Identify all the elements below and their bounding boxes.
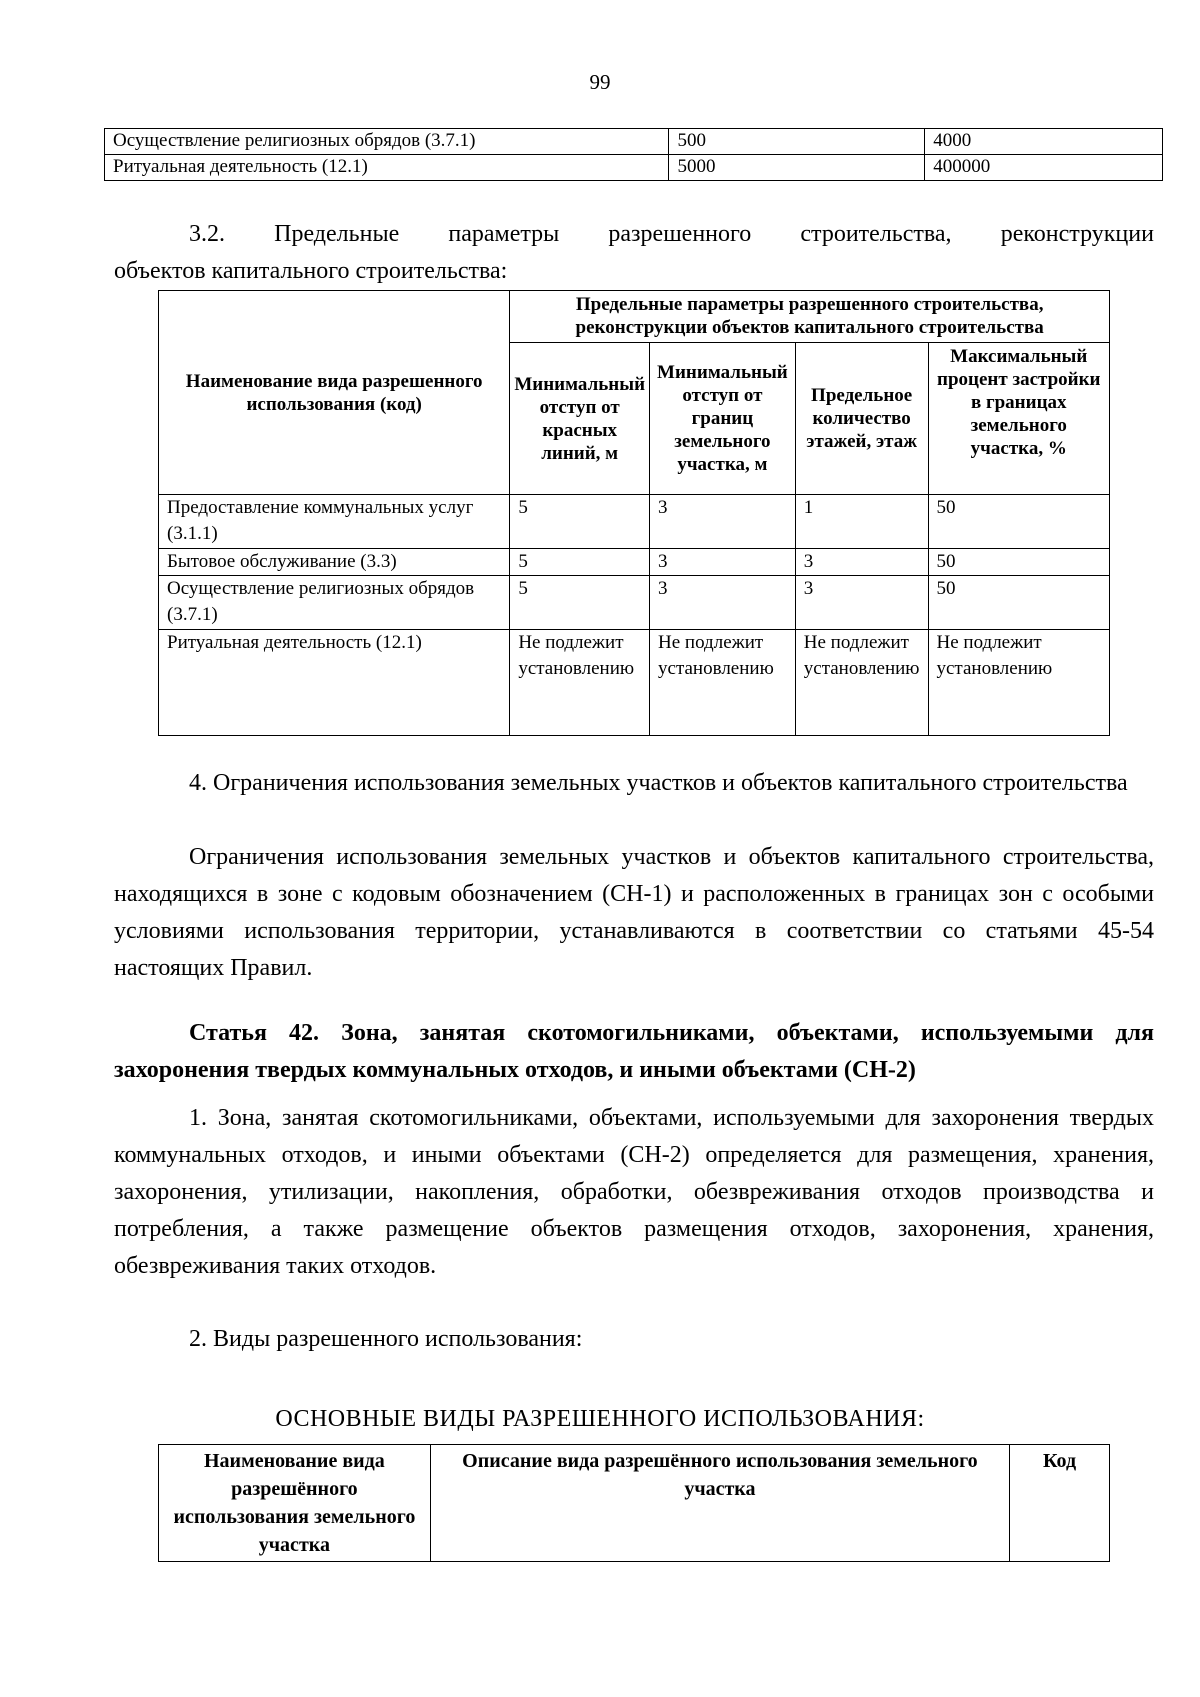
main-uses-caption: ОСНОВНЫЕ ВИДЫ РАЗРЕШЕННОГО ИСПОЛЬЗОВАНИЯ: <box>275 1406 925 1432</box>
name-column-header: Наименование вида разрешенного использования (код) <box>159 291 510 495</box>
min-setback-red-lines-header: Минимальный отступ от красных линий, м <box>510 343 650 495</box>
article-42-paragraph-2: 2. Виды разрешенного использования: <box>189 1326 583 1352</box>
table-cell: 5 <box>510 495 650 549</box>
table-cell: 50 <box>928 549 1110 576</box>
table-cell: 5 <box>510 549 650 576</box>
main-uses-table <box>158 1444 1110 1562</box>
use-code-header: Код <box>1010 1445 1110 1562</box>
use-name-header: Наименование вида разрешённого использования земельного участка <box>159 1445 431 1562</box>
table-cell: 3 <box>795 549 928 576</box>
table-cell: Осуществление религиозных обрядов (3.7.1) <box>159 576 510 630</box>
use-description-header: Описание вида разрешённого использования земельного участка <box>430 1445 1009 1562</box>
table-cell: Не подлежит установлению <box>928 630 1110 736</box>
table-cell: 3 <box>650 576 796 630</box>
table-cell: 3 <box>795 576 928 630</box>
min-setback-borders-header: Минимальный отступ от границ земельного участка, м <box>650 343 796 495</box>
table-continuation <box>104 128 1163 181</box>
section-4-text: Ограничения использования земельных участков и объектов капитального строительства, находящихся в зоне с кодовым обозначением (СН-1) и расположенных в границах зон с особыми условиями использования территории, устанавливаются в соответствии со статьями 45-54 настоящих Правил. <box>114 844 1154 981</box>
table-row <box>159 495 1110 549</box>
table-cell: Не подлежит установлению <box>650 630 796 736</box>
table-cell: Ритуальная деятельность (12.1) <box>159 630 510 736</box>
table-cell: Бытовое обслуживание (3.3) <box>159 549 510 576</box>
table-cell: 3 <box>650 549 796 576</box>
page-number: 99 <box>589 70 611 94</box>
table-row <box>105 155 1163 181</box>
article-42-paragraph-1: 1. Зона, занятая скотомогильниками, объектами, используемыми для захоронения твердых коммунальных отходов, и иными объектами (СН-2) определяется для размещения, хранения, захоронения, утилизации, накопления, обработки, обезвреживания отходов производства и потребления, а также размещение объектов размещения отходов, захоронения, хранения, обезвреживания таких отходов. <box>114 1105 1154 1279</box>
table-cell: Ритуальная деятельность (12.1) <box>105 155 669 181</box>
table-cell: Не подлежит установлению <box>795 630 928 736</box>
table-cell: 5 <box>510 576 650 630</box>
section-3-2-line2: объектов капитального строительства: <box>114 258 508 284</box>
table-header-row <box>159 291 1110 343</box>
table-cell: 5000 <box>669 155 925 181</box>
table-cell: 50 <box>928 576 1110 630</box>
table-cell: 3 <box>650 495 796 549</box>
table-row <box>159 630 1110 736</box>
table-row <box>159 576 1110 630</box>
table-cell: Не подлежит установлению <box>510 630 650 736</box>
max-building-percent-header: Максимальный процент застройки в границах земельного участка, % <box>928 343 1110 495</box>
max-floors-header: Предельное количество этажей, этаж <box>795 343 928 495</box>
table-row <box>105 129 1163 155</box>
section-4-title: 4. Ограничения использования земельных участков и объектов капитального строительства <box>189 770 1128 796</box>
table-cell: 50 <box>928 495 1110 549</box>
table-cell: Предоставление коммунальных услуг (3.1.1) <box>159 495 510 549</box>
table-header-row <box>159 1445 1110 1562</box>
section-3-2-paragraph <box>114 216 1154 290</box>
table-cell: 400000 <box>925 155 1163 181</box>
table-cell: 1 <box>795 495 928 549</box>
params-table <box>158 290 1110 736</box>
section-3-2-line1: 3.2. Предельные параметры разрешенного строительства, реконструкции <box>189 221 1154 247</box>
table-cell: 500 <box>669 129 925 155</box>
table-cell: Осуществление религиозных обрядов (3.7.1) <box>105 129 669 155</box>
table-row <box>159 549 1110 576</box>
group-header: Предельные параметры разрешенного строительства, реконструкции объектов капитального строительства <box>510 291 1110 343</box>
article-42-heading: Статья 42. Зона, занятая скотомогильниками, объектами, используемыми для захоронения твердых коммунальных отходов, и иными объектами (СН-2) <box>114 1020 1154 1083</box>
table-cell: 4000 <box>925 129 1163 155</box>
